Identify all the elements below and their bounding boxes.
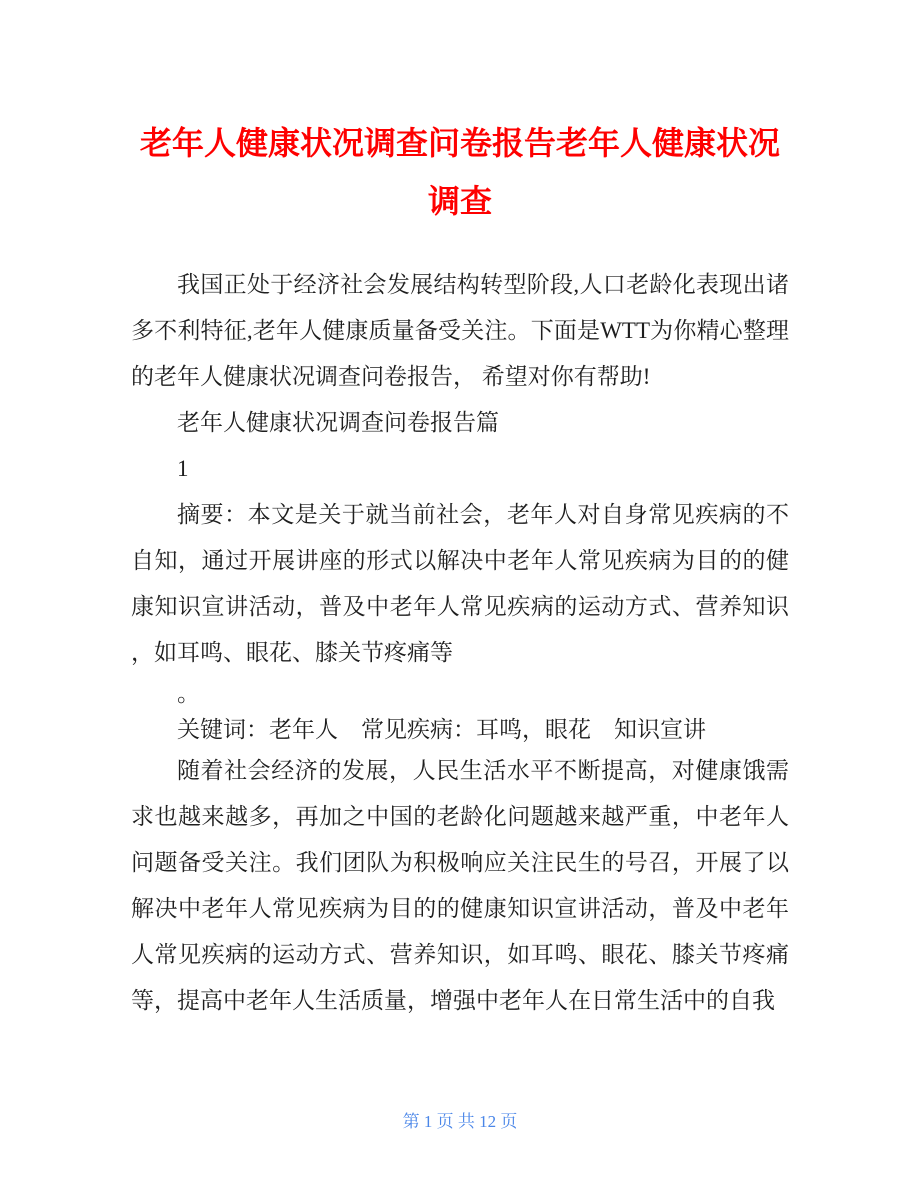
paragraph-keywords: 关键词：老年人 常见疾病：耳鸣，眼花 知识宣讲 <box>177 717 706 742</box>
page-footer <box>0 1110 920 1134</box>
paragraph-abstract-period: 。 <box>177 681 200 706</box>
paragraph-section-heading: 老年人健康状况调查问卷报告篇 <box>177 410 499 435</box>
paragraph-body-1: 随着社会经济的发展，人民生活水平不断提高，对健康饿需求也越来越多，再加之中国的老龄化问题越来越严重，中老年人问题备受关注。我们团队为积极响应关注民生的号召，开展了以解决中老年人常见疾病为目的的健康知识宣讲活动，普及中老年人常见疾病的运动方式、营养知识，如耳鸣、眼花、膝关节疼痛等，提高中老年人生活质量，增强中老年人在日常生活中的自我 <box>131 758 789 1013</box>
paragraph-section-number: 1 <box>177 456 189 481</box>
paragraph-intro: 我国正处于经济社会发展结构转型阶段,人口老龄化表现出诸多不利特征,老年人健康质量备受关注。下面是WTT为你精心整理的老年人健康状况调查问卷报告， 希望对你有帮助! <box>131 272 789 389</box>
paragraph-abstract: 摘要：本文是关于就当前社会，老年人对自身常见疾病的不自知，通过开展讲座的形式以解决中老年人常见疾病为目的的健康知识宣讲活动，普及中老年人常见疾病的运动方式、营养知识，如耳鸣、眼花、膝关节疼痛等 <box>131 502 789 665</box>
document-title: 老年人健康状况调查问卷报告老年人健康状况调查 <box>139 125 780 219</box>
document-body <box>131 262 789 1024</box>
page-number-indicator: 第 1 页 共 12 页 <box>402 1112 518 1131</box>
